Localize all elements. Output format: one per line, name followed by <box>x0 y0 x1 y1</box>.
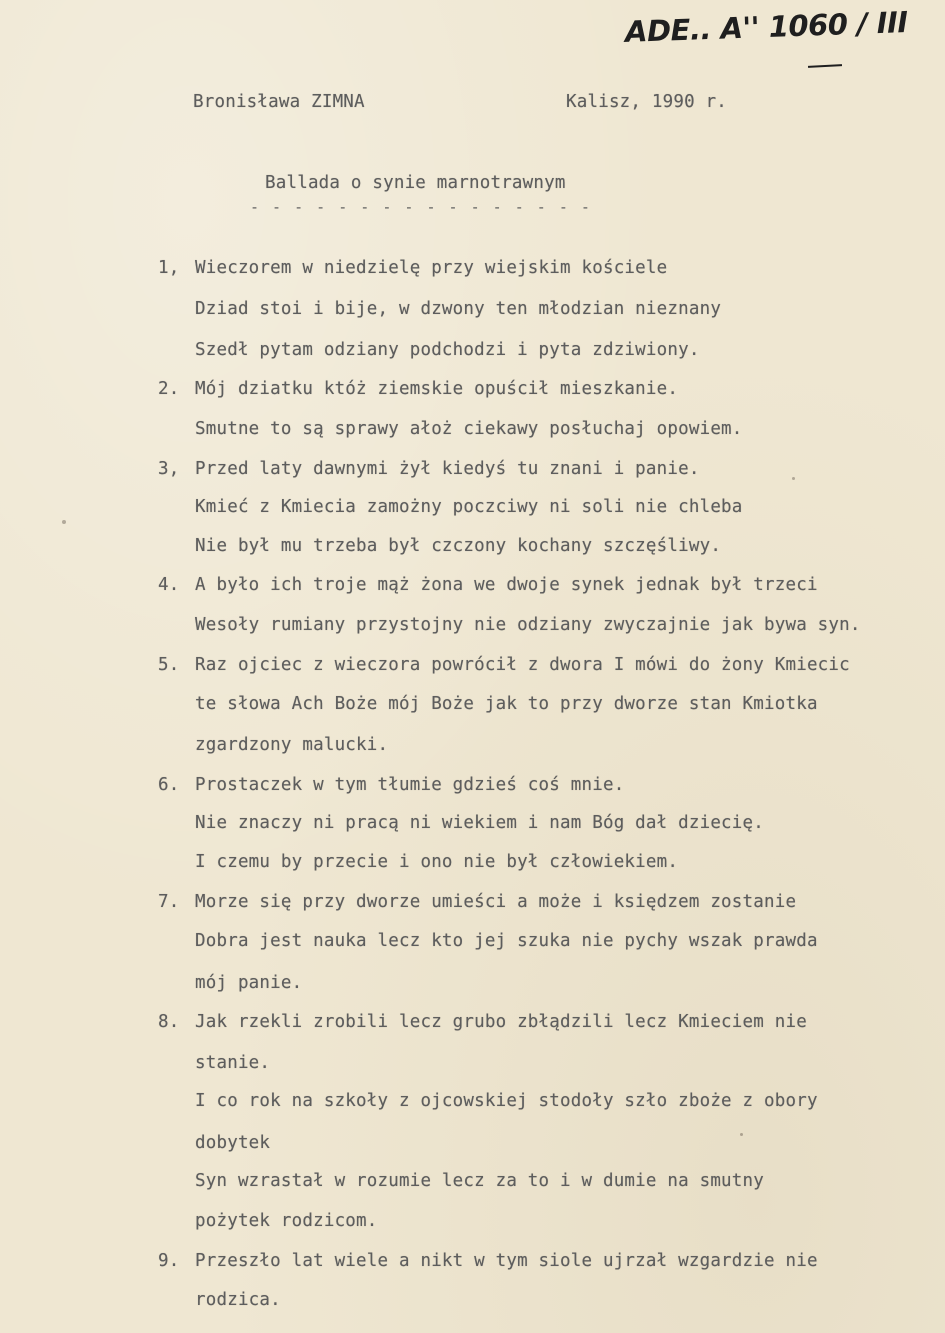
verse-line: Jak rzekli zrobili lecz grubo zbłądzili lecz Kmieciem nie <box>195 1012 807 1032</box>
verse-number: 6. <box>158 775 180 795</box>
paper-speck <box>740 1133 743 1136</box>
verse-line: Dziad stoi i bije, w dzwony ten młodzian nieznany <box>195 299 722 319</box>
verse-line: I czemu by przecie i ono nie był człowiekiem. <box>195 852 679 872</box>
signature-underline <box>808 64 842 68</box>
verse-line: Prostaczek w tym tłumie gdzieś coś mnie. <box>195 775 625 795</box>
verse-line: rodzica. <box>195 1290 281 1310</box>
verse-line: Morze się przy dworze umieści a może i księdzem zostanie <box>195 892 797 912</box>
verse-line: Dobra jest nauka lecz kto jej szuka nie pychy wszak prawda <box>195 931 818 951</box>
verse-line: Kmieć z Kmiecia zamożny poczciwy ni soli nie chleba <box>195 497 743 517</box>
verse-line: stanie. <box>195 1053 271 1073</box>
archive-signature: ADE.. A'' 1060 / III <box>624 5 909 49</box>
verse-line: Smutne to są sprawy ałoż ciekawy posłuchaj opowiem. <box>195 419 743 439</box>
verse-line: te słowa Ach Boże mój Boże jak to przy dworze stan Kmiotka <box>195 694 818 714</box>
verse-line: Przed laty dawnymi żył kiedyś tu znani i panie. <box>195 459 700 479</box>
verse-line: Nie znaczy ni pracą ni wiekiem i nam Bóg dał dziecię. <box>195 813 765 833</box>
paper-speck <box>62 520 66 524</box>
verse-number: 4. <box>158 575 180 595</box>
verse-line: Wieczorem w niedzielę przy wiejskim kościele <box>195 258 668 278</box>
verse-line: Raz ojciec z wieczora powrócił z dwora I mówi do żony Kmiecic <box>195 655 850 675</box>
verse-line: dobytek <box>195 1133 271 1153</box>
verse-line: Szedł pytam odziany podchodzi i pyta zdziwiony. <box>195 340 700 360</box>
verse-line: Wesoły rumiany przystojny nie odziany zwyczajnie jak bywa syn. <box>195 615 861 635</box>
verse-line: zgardzony malucki. <box>195 735 389 755</box>
verse-line: Mój dziatku któż ziemskie opuścił mieszkanie. <box>195 379 679 399</box>
verse-number: 1, <box>158 258 180 278</box>
verse-number: 3, <box>158 459 180 479</box>
verse-number: 8. <box>158 1012 180 1032</box>
verse-line: Nie był mu trzeba był czczony kochany szczęśliwy. <box>195 536 722 556</box>
verse-line: A było ich troje mąż żona we dwoje synek jednak był trzeci <box>195 575 818 595</box>
verse-number: 5. <box>158 655 180 675</box>
verse-number: 7. <box>158 892 180 912</box>
verse-line: Przeszło lat wiele a nikt w tym siole ujrzał wzgardzie nie <box>195 1251 818 1271</box>
place-date: Kalisz, 1990 r. <box>566 92 728 112</box>
verse-number: 9. <box>158 1251 180 1271</box>
author-name: Bronisława ZIMNA <box>193 92 365 112</box>
verse-line: pożytek rodzicom. <box>195 1211 378 1231</box>
verse-line: Syn wzrastał w rozumie lecz za to i w dumie na smutny <box>195 1171 765 1191</box>
verse-line: mój panie. <box>195 973 303 993</box>
paper-speck <box>792 477 795 480</box>
verse-number: 2. <box>158 379 180 399</box>
poem-title: Ballada o synie marnotrawnym <box>265 173 566 193</box>
title-underline: - - - - - - - - - - - - - - - - <box>250 198 592 216</box>
verse-line: I co rok na szkoły z ojcowskiej stodoły szło zboże z obory <box>195 1091 818 1111</box>
